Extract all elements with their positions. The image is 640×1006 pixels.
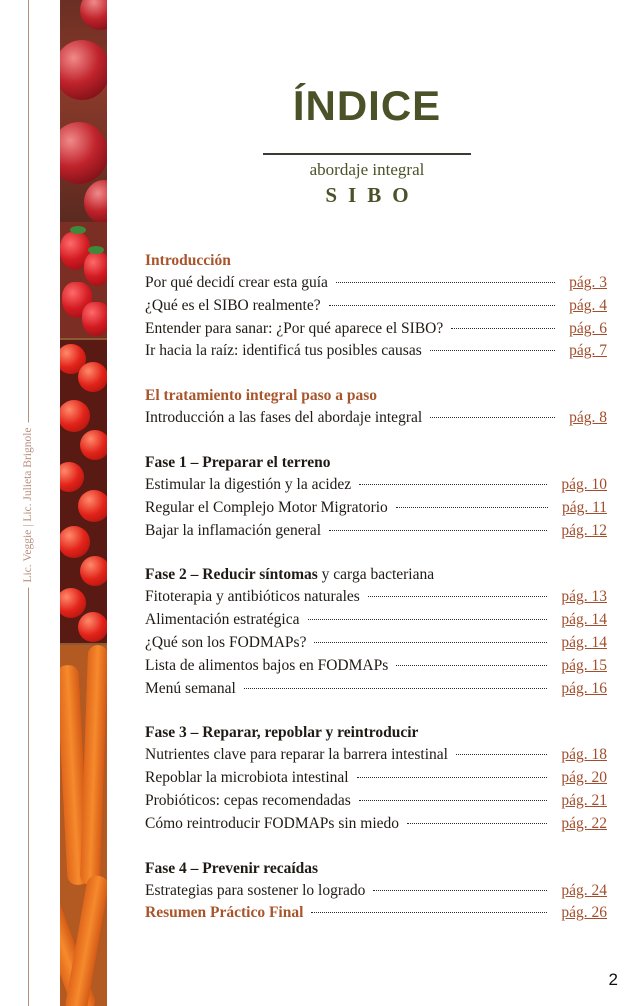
toc-entry[interactable] <box>145 655 607 678</box>
brand-name: SIBO <box>325 183 420 207</box>
dot-leader <box>314 642 547 643</box>
dot-leader <box>396 507 548 508</box>
entry-label: ¿Qué son los FODMAPs? <box>145 633 307 651</box>
dot-leader <box>311 912 547 913</box>
section-title: Fase 4 – Prevenir recaídas <box>145 859 319 877</box>
title-divider <box>263 153 471 155</box>
page-link[interactable]: pág. 16 <box>561 679 607 697</box>
dot-leader <box>308 619 548 620</box>
toc-entry[interactable] <box>145 407 607 430</box>
entry-label: Estrategias para sostener lo logrado <box>145 881 366 899</box>
toc-entry[interactable] <box>145 295 607 318</box>
strawberries-photo <box>60 222 107 340</box>
dot-leader <box>368 596 548 597</box>
subtitle: abordaje integral <box>309 160 425 179</box>
page-link[interactable]: pág. 10 <box>561 475 607 493</box>
dot-leader <box>359 484 547 485</box>
toc-section-fase-2 <box>145 564 607 700</box>
toc-entry[interactable] <box>145 813 607 836</box>
page-link[interactable]: pág. 14 <box>561 633 607 651</box>
page-link[interactable]: pág. 12 <box>561 521 607 539</box>
dot-leader <box>407 823 547 824</box>
section-title-rest: y carga bacteriana <box>317 566 435 584</box>
toc-section-introduccion <box>145 250 607 363</box>
page-title: ÍNDICE <box>292 82 442 129</box>
side-credit: Lic. Veggie | Lic. Julieta Brignole <box>22 422 34 587</box>
page-link[interactable]: pág. 14 <box>561 611 607 629</box>
tomatoes-photo <box>60 340 107 645</box>
page-link[interactable]: pág. 11 <box>561 498 607 516</box>
toc-section-fase-4 <box>145 858 607 926</box>
toc-entry[interactable] <box>145 340 607 363</box>
page-link[interactable]: pág. 18 <box>561 746 607 764</box>
page-link[interactable]: pág. 7 <box>569 342 607 360</box>
toc-section-tratamiento <box>145 385 607 430</box>
section-title: Fase 3 – Reparar, repoblar y reintroducir <box>145 724 419 742</box>
entry-label: Nutrientes clave para reparar la barrera intestinal <box>145 746 448 764</box>
dot-leader <box>329 305 556 306</box>
entry-label: Regular el Complejo Motor Migratorio <box>145 498 388 516</box>
page-link[interactable]: pág. 21 <box>561 791 607 809</box>
toc-entry[interactable] <box>145 790 607 813</box>
page-link[interactable]: pág. 4 <box>569 296 607 314</box>
entry-label: Menú semanal <box>145 679 236 697</box>
entry-label: Fitoterapia y antibióticos naturales <box>145 588 360 606</box>
dot-leader <box>430 350 555 351</box>
dot-leader <box>451 328 555 329</box>
toc-entry-resumen[interactable] <box>145 902 607 925</box>
toc-entry[interactable] <box>145 744 607 767</box>
toc-entry[interactable] <box>145 767 607 790</box>
page-link[interactable]: pág. 6 <box>569 319 607 337</box>
toc-entry[interactable] <box>145 586 607 609</box>
dot-leader <box>357 777 548 778</box>
entry-label: Repoblar la microbiota intestinal <box>145 769 349 787</box>
dot-leader <box>456 754 547 755</box>
toc-entry[interactable] <box>145 497 607 520</box>
section-title <box>145 564 607 586</box>
toc-entry[interactable] <box>145 609 607 632</box>
entry-label: ¿Qué es el SIBO realmente? <box>145 296 321 314</box>
dot-leader <box>359 800 548 801</box>
apples-photo <box>60 0 107 222</box>
section-title: Fase 1 – Preparar el terreno <box>145 453 331 471</box>
toc-entry[interactable] <box>145 678 607 701</box>
dot-leader <box>430 417 555 418</box>
toc-section-fase-3 <box>145 722 607 835</box>
page-link[interactable]: pág. 15 <box>561 656 607 674</box>
dot-leader <box>373 890 547 891</box>
entry-label: Por qué decidí crear esta guía <box>145 274 328 291</box>
page-link[interactable]: pág. 3 <box>569 274 607 291</box>
table-of-contents <box>145 250 607 947</box>
entry-label: Entender para sanar: ¿Por qué aparece el SIBO? <box>145 319 444 337</box>
toc-entry[interactable] <box>145 272 607 295</box>
produce-photo-strip <box>60 0 107 1006</box>
toc-entry[interactable] <box>145 474 607 497</box>
page-link[interactable]: pág. 26 <box>561 904 607 922</box>
section-title: Introducción <box>145 252 231 269</box>
toc-entry[interactable] <box>145 632 607 655</box>
toc-entry[interactable] <box>145 318 607 341</box>
page-link[interactable]: pág. 13 <box>561 588 607 606</box>
entry-label: Lista de alimentos bajos en FODMAPs <box>145 656 389 674</box>
dot-leader <box>396 665 547 666</box>
entry-label: Resumen Práctico Final <box>145 904 304 922</box>
entry-label: Cómo reintroducir FODMAPs sin miedo <box>145 814 400 832</box>
page-number: 2 <box>608 970 618 989</box>
entry-label: Bajar la inflamación general <box>145 521 322 539</box>
entry-label: Alimentación estratégica <box>145 611 300 629</box>
section-title-bold: Fase 2 – Reducir síntomas <box>145 566 318 584</box>
dot-leader <box>336 282 555 283</box>
entry-label: Ir hacia la raíz: identificá tus posibles causas <box>145 342 422 360</box>
entry-label: Estimular la digestión y la acidez <box>145 475 352 493</box>
dot-leader <box>244 688 548 689</box>
page-link[interactable]: pág. 20 <box>561 769 607 787</box>
carrots-photo <box>60 645 107 1006</box>
toc-entry[interactable] <box>145 520 607 543</box>
toc-section-fase-1 <box>145 452 607 542</box>
page-link[interactable]: pág. 24 <box>561 881 607 899</box>
dot-leader <box>329 530 547 531</box>
page-link[interactable]: pág. 8 <box>569 409 607 427</box>
toc-entry[interactable] <box>145 880 607 903</box>
page-link[interactable]: pág. 22 <box>561 814 607 832</box>
entry-label: Introducción a las fases del abordaje integral <box>145 409 423 427</box>
entry-label: Probióticos: cepas recomendadas <box>145 791 351 809</box>
section-title: El tratamiento integral paso a paso <box>145 387 378 405</box>
